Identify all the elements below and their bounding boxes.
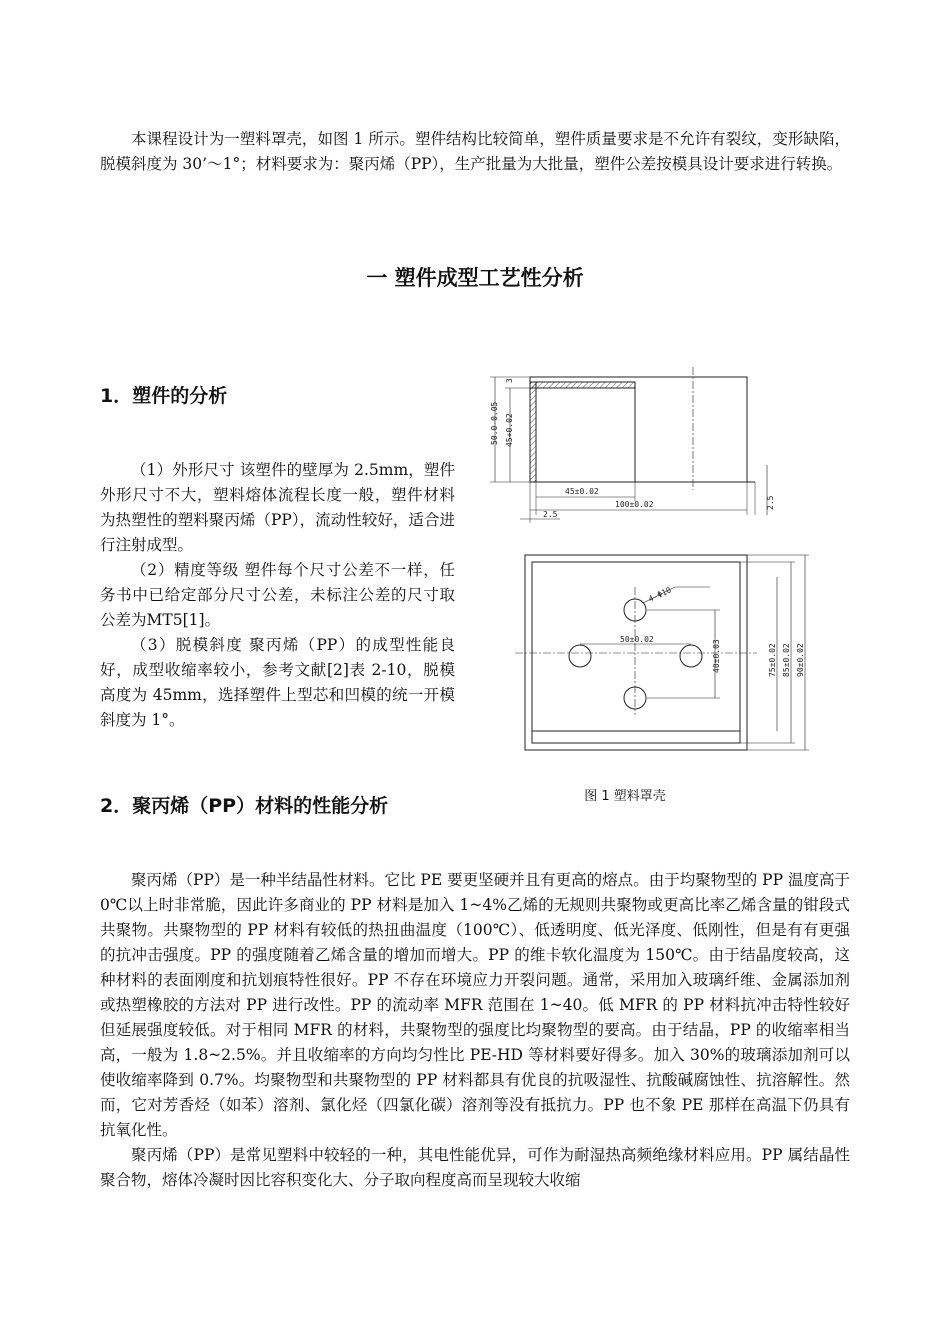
- figure-caption: 图 1 塑料罩壳: [584, 789, 666, 804]
- paragraph-precision: （2）精度等级 塑件每个尺寸公差不一样，任务书中已给定部分尺寸公差，未标注公差的尺寸取公差为MT5[1]。: [100, 561, 455, 629]
- paragraph-pp-electrical: 聚丙烯（PP）是常见塑料中较轻的一种，其电性能优异，可作为耐湿热高频绝缘材料应用。PP 属结晶性聚合物，熔体冷凝时因比容积变化大、分子取向程度高而呈现较大收缩: [100, 1146, 850, 1189]
- chapter-title: 一 塑件成型工艺性分析: [366, 266, 584, 290]
- dim-45-horizontal: 45±0.02: [565, 487, 599, 496]
- drawing-svg: [475, 365, 815, 765]
- paragraph-dimensions: （1）外形尺寸 该塑件的壁厚为 2.5mm，塑件外形尺寸不大，塑料熔体流程长度一般，塑件材料为热塑性的塑料聚丙烯（PP），流动性较好，适合进行注射成型。: [100, 461, 455, 554]
- section-2-body: [100, 868, 850, 1193]
- dim-45-vertical: 45+0.02: [505, 413, 514, 447]
- left-wall-hatch: [530, 382, 536, 482]
- intro-paragraph: 本课程设计为一塑料罩壳，如图 1 所示。塑件结构比较简单，塑件质量要求是不允许有裂纹，变形缺陷，脱模斜度为 30’～1°；材料要求为：聚丙烯（PP），生产批量为大批量，塑件公差按模具设计要求进行转换。: [100, 130, 850, 173]
- dim-90: 90±0.02: [796, 643, 805, 677]
- dim-50-plan: 50±0.02: [620, 635, 654, 644]
- dim-40: 40±0.03: [712, 639, 721, 673]
- dim-100: 100±0.02: [615, 500, 654, 509]
- dim-2-5-right: 2.5: [766, 495, 775, 510]
- section-1-title: 1．塑件的分析: [100, 385, 228, 407]
- section-1-body: [100, 458, 455, 733]
- top-wall-hatch: [530, 382, 635, 388]
- paragraph-draft-angle: （3）脱模斜度 聚丙烯（PP）的成型性能良好，成型收缩率较小，参考文献[2]表 2-10，脱模高度为 45mm，选择塑件上型芯和凹模的统一开模斜度为 1°。: [100, 636, 455, 729]
- dim-75: 75±0.02: [768, 643, 777, 677]
- plan-view: [515, 555, 809, 750]
- dim-2-5-bottom: 2.5: [543, 510, 558, 519]
- paragraph-pp-properties: 聚丙烯（PP）是一种半结晶性材料。它比 PE 要更坚硬并且有更高的熔点。由于均聚物型的 PP 温度高于 0℃以上时非常脆，因此许多商业的 PP 材料是加入 1~4%乙烯的无规则共聚物或更高比率乙烯含量的钳段式共聚物。共聚物型的 PP 材料有较低的热扭曲温度（100℃）、低透明度、低光泽度、低刚性，但是有有更强的抗冲击强度。PP 的强度随着乙烯含量的增加而增大。PP 的维卡软化温度为 150℃。由于结晶度较高，这种材料的表面刚度和抗划痕特性很好。PP 不存在环境应力开裂问题。通常，采用加入玻璃纤维、金属添加剂或热塑橡胶的方法对 PP 进行改性。PP 的流动率 MFR 范围在 1~40。低 MFR 的 PP 材料抗冲击特性较好但延展强度较低。对于相同 MFR 的材料，共聚物型的强度比均聚物型的要高。由于结晶，PP 的收缩率相当高，一般为 1.8~2.5%。并且收缩率的方向均匀性比 PE-HD 等材料要好得多。加入 30%的玻璃添加剂可以使收缩率降到 0.7%。均聚物型和共聚物型的 PP 材料都具有优良的抗吸湿性、抗酸碱腐蚀性、抗溶解性。然而，它对芳香烃（如苯）溶剂、氯化烃（四氯化碳）溶剂等没有抵抗力。PP 也不象 PE 那样在高温下仍具有抗氧化性。: [100, 871, 850, 1139]
- hole-right: [680, 645, 702, 667]
- dim-3: 3: [505, 378, 514, 383]
- plan-inner: [532, 562, 740, 743]
- dim-50: 50.0-0.05: [490, 401, 499, 445]
- figure-technical-drawing: [475, 365, 815, 765]
- dim-85: 85±0.02: [782, 643, 791, 677]
- hole-left: [569, 645, 591, 667]
- section-2-title: 2．聚丙烯（PP）材料的性能分析: [100, 795, 389, 817]
- dim-hole: 4-Φ10: [647, 585, 673, 604]
- section-outline: [530, 377, 747, 482]
